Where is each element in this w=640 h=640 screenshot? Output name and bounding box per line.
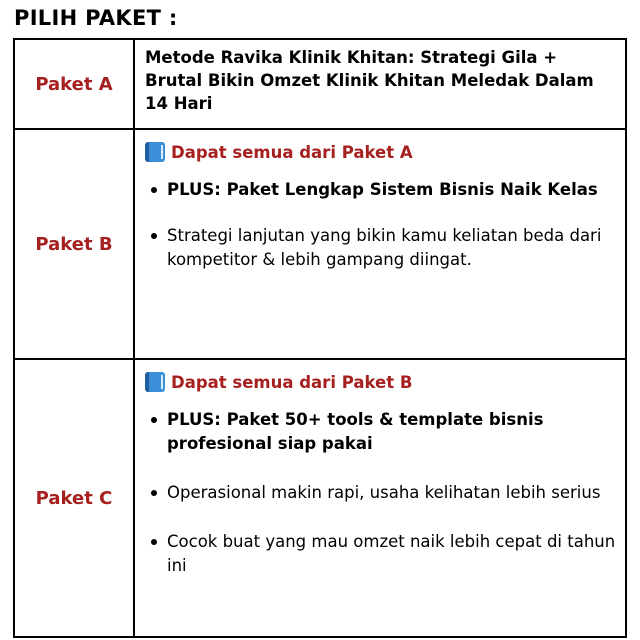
package-name-c: Paket C (14, 359, 134, 637)
page-heading: PILIH PAKET : (14, 6, 178, 30)
bullet-item: PLUS: Paket Lengkap Sistem Bisnis Naik Kelas (145, 178, 617, 202)
inherit-line (145, 368, 617, 396)
package-row-a (14, 39, 626, 129)
package-description: Metode Ravika Klinik Khitan: Strategi Gila + Brutal Bikin Omzet Klinik Khitan Meledak Dalam 14 Hari (145, 48, 594, 113)
bullet-list (145, 178, 617, 272)
inherit-text: Dapat semua dari Paket A (171, 142, 413, 162)
package-detail-a (134, 39, 626, 129)
bullet-item: Cocok buat yang mau omzet naik lebih cepat di tahun ini (145, 530, 617, 578)
bullet-item: Operasional makin rapi, usaha kelihatan lebih serius (145, 481, 617, 505)
package-row-b (14, 129, 626, 359)
package-row-c (14, 359, 626, 637)
blue-book-icon (145, 372, 165, 392)
inherit-text: Dapat semua dari Paket B (171, 372, 413, 392)
package-detail-b (134, 129, 626, 359)
package-name-b: Paket B (14, 129, 134, 359)
bullet-list (145, 408, 617, 578)
inherit-line (145, 138, 617, 166)
package-detail-c (134, 359, 626, 637)
bullet-item: Strategi lanjutan yang bikin kamu keliatan beda dari kompetitor & lebih gampang diingat. (145, 224, 617, 272)
bullet-item: PLUS: Paket 50+ tools & template bisnis profesional siap pakai (145, 408, 617, 456)
package-name-a: Paket A (14, 39, 134, 129)
package-table (13, 38, 627, 638)
blue-book-icon (145, 142, 165, 162)
